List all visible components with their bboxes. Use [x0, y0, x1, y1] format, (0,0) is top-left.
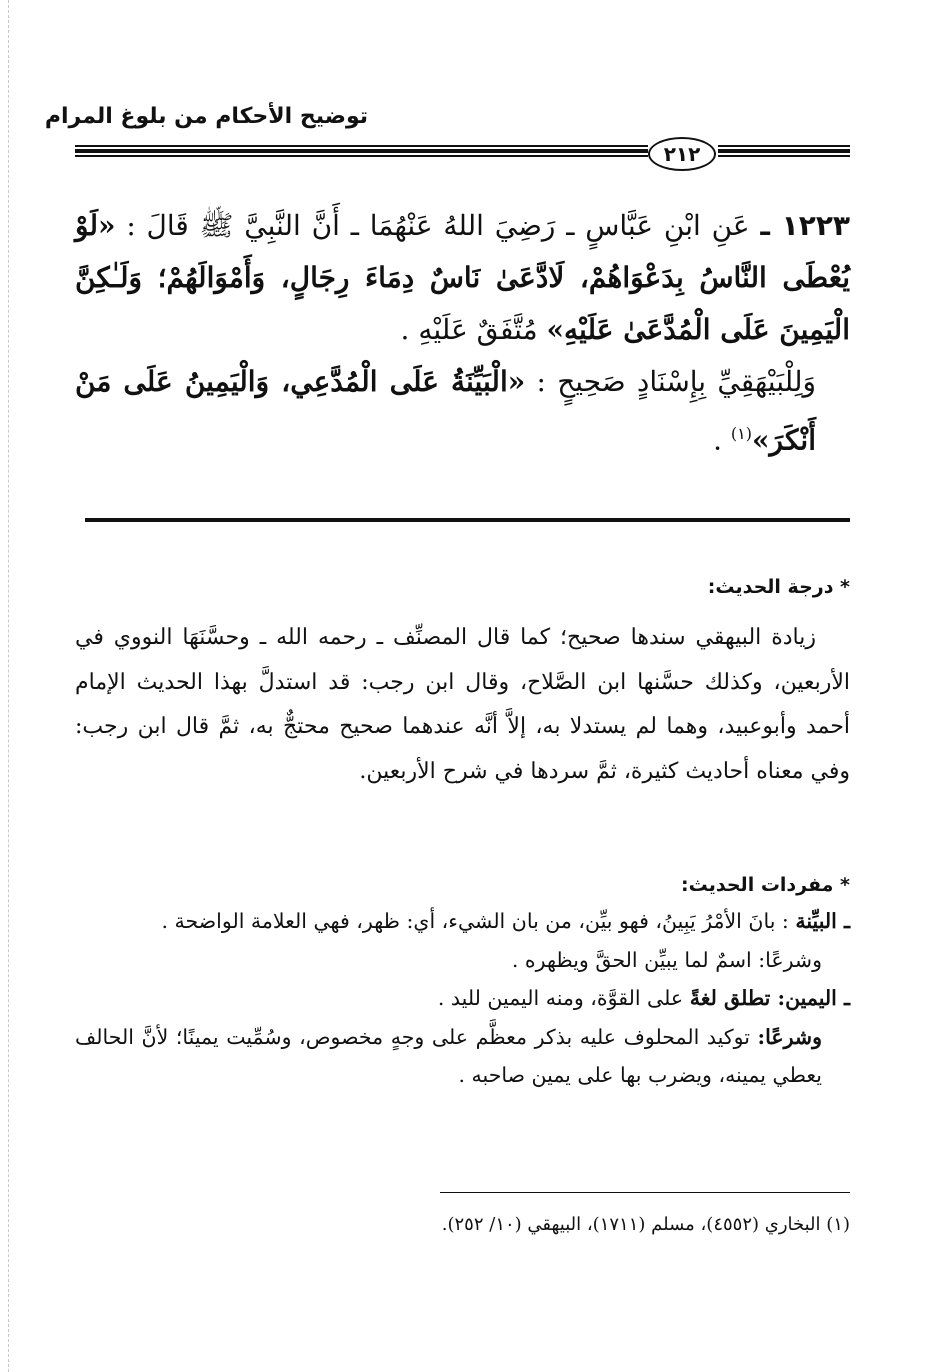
vocab-heading: * مفردات الحديث:	[681, 874, 850, 896]
page-header	[0, 0, 940, 175]
vocab-def-shari: توكيد المحلوف عليه بذكر معظَّم على وجهٍ مخصوص، وسُمِّيت يمينًا؛ لأنَّ الحالف يعطي يمينه، ويضرب بها على يمين صاحبه .	[75, 1024, 822, 1087]
vocab-shari-bayyina: وشرعًا: اسمٌ لما يبيِّن الحقَّ ويظهره .	[511, 947, 822, 972]
page-edge	[8, 0, 9, 1372]
hadith-grading: مُتَّفَقٌ عَلَيْهِ .	[400, 313, 538, 346]
hadith-intro: عَنِ ابْنِ عَبَّاسٍ ـ رَضِيَ اللهُ عَنْهُمَا ـ أَنَّ النَّبِيَّ ﷺ قَالَ :	[126, 209, 750, 242]
hadith-text: «لَوْ يُعْطَى النَّاسُ بِدَعْوَاهُمْ، لَادَّعَىٰ نَاسٌ دِمَاءَ رِجَالٍ، وَأَمْوَالَهُمْ؛ وَلَـٰكِنَّ الْيَمِينَ عَلَى الْمُدَّعَىٰ عَلَيْهِ»	[75, 209, 850, 346]
vocab-shari-yamin	[75, 1018, 850, 1095]
hadith-paragraph	[75, 200, 850, 356]
grade-text: زيادة البيهقي سندها صحيح؛ كما قال المصنِّف ـ رحمه الله ـ وحسَّنَهَا النووي في الأربعين، وكذلك حسَّنها ابن الصَّلاح، وقال ابن رجب: قد استدلَّ بهذا الحديث الإمام أحمد وأبوعبيد، وهما لم يستدلا به، إلاَّ أنَّه عندهما صحيح محتجٌّ به، ثمَّ قال ابن رجب: وفي معناه أحاديث كثيرة، ثمَّ سردها في شرح الأربعين.	[75, 625, 850, 784]
vocab-entry-bayyina	[75, 902, 850, 941]
footnote-rule	[440, 1192, 850, 1193]
vocab-term-shari: وشرعًا:	[757, 1024, 822, 1049]
grade-section	[75, 572, 850, 794]
grade-heading: * درجة الحديث:	[707, 576, 850, 598]
vocab-def-bayyina: : بانَ الأمْرُ يَبِينُ، فهو بيِّن، من بان الشيء، أي: ظهر، فهي العلامة الواضحة .	[161, 909, 789, 933]
header-rule-right	[718, 145, 850, 157]
footnote-ref: (١)	[730, 424, 753, 443]
section-divider	[85, 518, 850, 522]
bayhaqi-text: «الْبَيِّنَةُ عَلَى الْمُدَّعِي، وَالْيَمِينُ عَلَى مَنْ أَنْكَرَ»	[75, 365, 816, 457]
bayhaqi-end: .	[713, 423, 731, 457]
book-title: توضيح الأحكام من بلوغ المرام	[44, 104, 368, 129]
vocab-body	[75, 902, 850, 1095]
hadith-number: ١٢٢٣ ـ	[760, 209, 850, 242]
header-rule-left	[75, 145, 648, 157]
vocab-term-bayyina: ـ البيِّنة	[795, 909, 850, 933]
vocab-def-yamin: على القوَّة، ومنه اليمين لليد .	[437, 986, 684, 1010]
page-number: ٢١٢	[648, 137, 716, 171]
bayhaqi-lead: وَلِلْبَيْهَقِيِّ بِإِسْنَادٍ صَحِيحٍ :	[536, 365, 817, 398]
vocab-section	[75, 870, 850, 1095]
bayhaqi-paragraph	[75, 356, 850, 466]
hadith-block	[75, 200, 850, 466]
footnote: (١) البخاري (٤٥٥٢)، مسلم (١٧١١)، البيهقي (١٠/ ٢٥٢).	[441, 1214, 850, 1235]
vocab-entry-yamin	[75, 979, 850, 1018]
vocab-term-yamin: ـ اليمين: تطلق لغةً	[689, 986, 850, 1010]
